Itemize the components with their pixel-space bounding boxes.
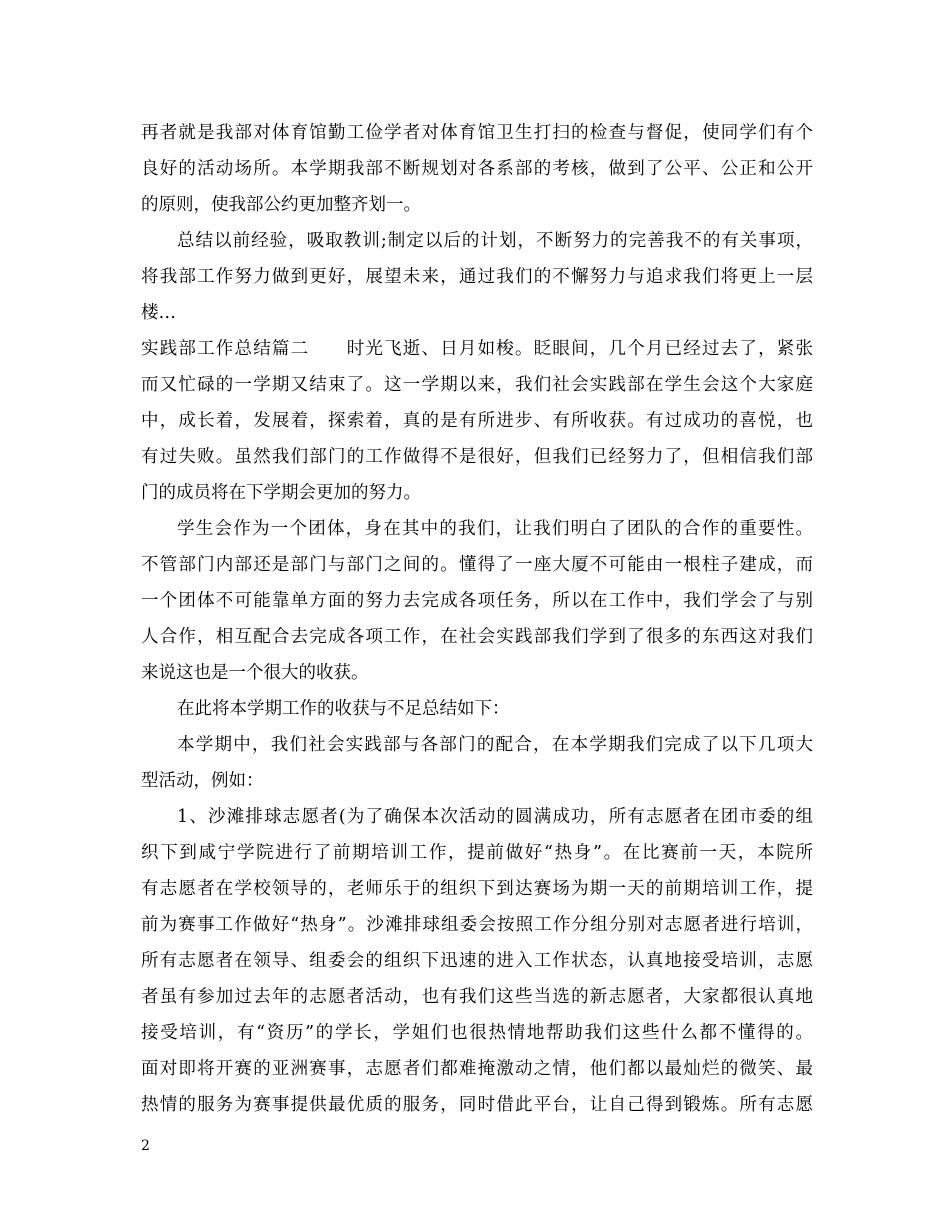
text-line: 学生会作为一个团体，身在其中的我们，让我们明白了团队的合作的重要性。 (177, 519, 813, 539)
text-line: 门的成员将在下学期会更加的努力。 (141, 483, 421, 503)
text-line: 不管部门内部还是部门与部门之间的。懂得了一座大厦不可能由一根柱子建成，而 (141, 555, 813, 575)
text-line: 总结以前经验，吸取教训;制定以后的计划，不断努力的完善我不的有关事项， (177, 231, 813, 251)
text-line: 楼… (141, 303, 176, 323)
text-line: 将我部工作努力做到更好，展望未来，通过我们的不懈努力与追求我们将更上一层 (141, 267, 813, 287)
text-line: 人合作，相互配合去完成各项工作，在社会实践部我们学到了很多的东西这对我们 (141, 627, 813, 647)
text-line: 再者就是我部对体育馆勤工俭学者对体育馆卫生打扫的检查与督促，使同学们有个 (141, 123, 813, 143)
text-line: 一个团体不可能靠单方面的努力去完成各项任务，所以在工作中，我们学会了与别 (141, 591, 813, 611)
document-body (141, 115, 813, 1123)
text-line: 而又忙碌的一学期又结束了。这一学期以来，我们社会实践部在学生会这个大家庭 (141, 375, 813, 395)
text-line: 前为赛事工作做好“热身”。沙滩排球组委会按照工作分组分别对志愿者进行培训， (141, 915, 813, 935)
text-line: 1、沙滩排球志愿者(为了确保本次活动的圆满成功，所有志愿者在团市委的组 (177, 807, 813, 827)
text-line: 所有志愿者在领导、组委会的组织下迅速的进入工作状态，认真地接受培训，志愿 (141, 951, 813, 971)
text-line: 接受培训，有“资历”的学长，学姐们也很热情地帮助我们这些什么都不懂得的。 (141, 1023, 813, 1043)
text-line: 的原则，使我部公约更加整齐划一。 (141, 195, 421, 215)
text-line: 来说这也是一个很大的收获。 (141, 663, 369, 683)
text-line: 者虽有参加过去年的志愿者活动，也有我们这些当选的新志愿者，大家都很认真地 (141, 987, 813, 1007)
text-line: 热情的服务为赛事提供最优质的服务，同时借此平台，让自己得到锻炼。所有志愿 (141, 1095, 813, 1115)
text-line: 实践部工作总结篇二 时光飞逝、日月如梭。眨眼间，几个月已经过去了，紧张 (141, 339, 813, 359)
text-line: 型活动，例如： (141, 771, 264, 791)
text-line: 织下到咸宁学院进行了前期培训工作，提前做好“热身”。在比赛前一天，本院所 (141, 843, 813, 863)
text-line: 本学期中，我们社会实践部与各部门的配合，在本学期我们完成了以下几项大 (177, 735, 813, 755)
page-number: 2 (141, 1138, 150, 1154)
text-line: 中，成长着，发展着，探索着，真的是有所进步、有所收获。有过成功的喜悦，也 (141, 411, 813, 431)
text-line: 有过失败。虽然我们部门的工作做得不是很好，但我们已经努力了，但相信我们部 (141, 447, 813, 467)
text-line: 良好的活动场所。本学期我部不断规划对各系部的考核，做到了公平、公正和公开 (141, 159, 813, 179)
text-line: 有志愿者在学校领导的，老师乐于的组织下到达赛场为期一天的前期培训工作，提 (141, 879, 813, 899)
text-line: 面对即将开赛的亚洲赛事，志愿者们都难掩激动之情，他们都以最灿烂的微笑、最 (141, 1059, 813, 1079)
text-line: 在此将本学期工作的收获与不足总结如下： (177, 699, 510, 719)
